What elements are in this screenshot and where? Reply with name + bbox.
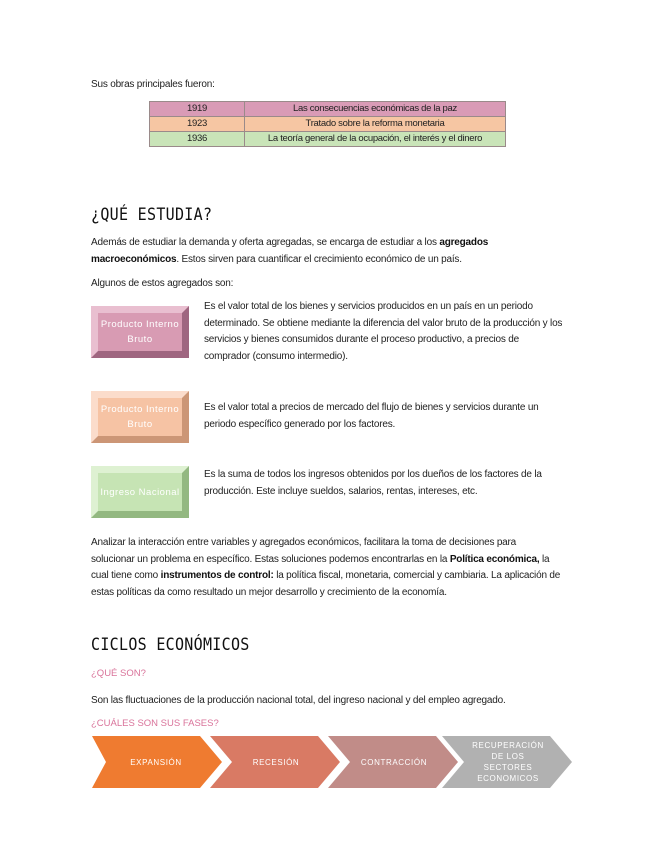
aggregate-box-pib-2 [91,391,189,443]
para3-c: la cual tiene como [91,553,550,581]
paragraph-fluctuaciones: Son las fluctuaciones de la producción nacional total, del ingreso nacional y del empleo agregado. [91,695,506,706]
table-row [150,102,506,117]
phase-label: RECESIÓN [252,757,300,767]
works-table [149,101,506,147]
subheading-fases: ¿CUÁLES SON SUS FASES? [91,718,219,729]
table-row [150,132,506,147]
work-title: Las consecuencias económicas de la paz [245,102,506,117]
para3-a: Analizar la interacción entre variables y agregados económicos, facilitara la toma de decisiones para solucionar un problema en específico. Estas soluciones podemos encontrarlas en la [91,537,517,565]
phase-label: CONTRACCIÓN [360,757,428,767]
para3-bold-politica: Política económica, [449,553,540,565]
aggregate-description: Es el valor total a precios de mercado del flujo de bienes y servicios durante un periodo específico generado por los factores. [204,402,539,430]
paragraph-politica [91,535,561,601]
phase-label: EXPANSIÓN [130,757,182,767]
work-year: 1919 [150,102,245,117]
para3-e: la política fiscal, monetaria, comercial y cambiaria. La aplicación de estas políticas da como resultado un mejor desarrollo y crecimiento de la economía. [91,570,561,598]
work-title: Tratado sobre la reforma monetaria [245,117,506,132]
phase-chevron-contraccion [328,736,458,788]
phase-chevron-recuperacion [442,736,572,788]
phases-chevron-diagram [92,736,572,788]
phase-label: RECUPERACIÓN DE LOS SECTORES ECONOMICOS [472,741,544,783]
intro-text: Sus obras principales fueron: [91,79,215,90]
aggregate-box-ingreso [91,466,189,518]
phase-chevron-expansion [92,736,222,788]
para1-pre: Además de estudiar la demanda y oferta agregadas, se encarga de estudiar a los [91,237,440,248]
aggregate-description: Es la suma de todos los ingresos obtenidos por los dueños de los factores de la producción. Este incluye sueldos, salarios, rentas, intereses, etc. [204,469,542,497]
paragraph-agregados [91,235,511,268]
table-row [150,117,506,132]
aggregate-box-pib-1 [91,306,189,358]
section-heading-que-estudia: ¿QUÉ ESTUDIA? [91,204,213,225]
aggregate-label: Producto Interno Bruto [100,319,180,345]
para1-post: . Estos sirven para cuantificar el crecimiento económico de un país. [176,253,462,265]
phase-chevron-recesion [210,736,340,788]
para3-bold-instrumentos: instrumentos de control: [160,570,274,581]
work-year: 1923 [150,117,245,132]
para1-bold: agregados macroeconómicos [91,237,489,265]
work-year: 1936 [150,132,245,147]
aggregate-label: Ingreso Nacional [100,486,180,498]
aggregate-label: Producto Interno Bruto [100,404,180,430]
paragraph-algunos: Algunos de estos agregados son: [91,278,234,289]
subheading-que-son: ¿QUÉ SON? [91,668,146,679]
work-title: La teoría general de la ocupación, el interés y el dinero [245,132,506,147]
aggregate-description: Es el valor total de los bienes y servicios producidos en un país en un periodo determinado. Se obtiene mediante la diferencia del valor bruto de la producción y los servicios y bienes consumidos durante el proceso productivo, a precios de comprador (consumo intermedio). [204,301,563,362]
section-heading-ciclos: CICLOS ECONÓMICOS [91,634,250,655]
